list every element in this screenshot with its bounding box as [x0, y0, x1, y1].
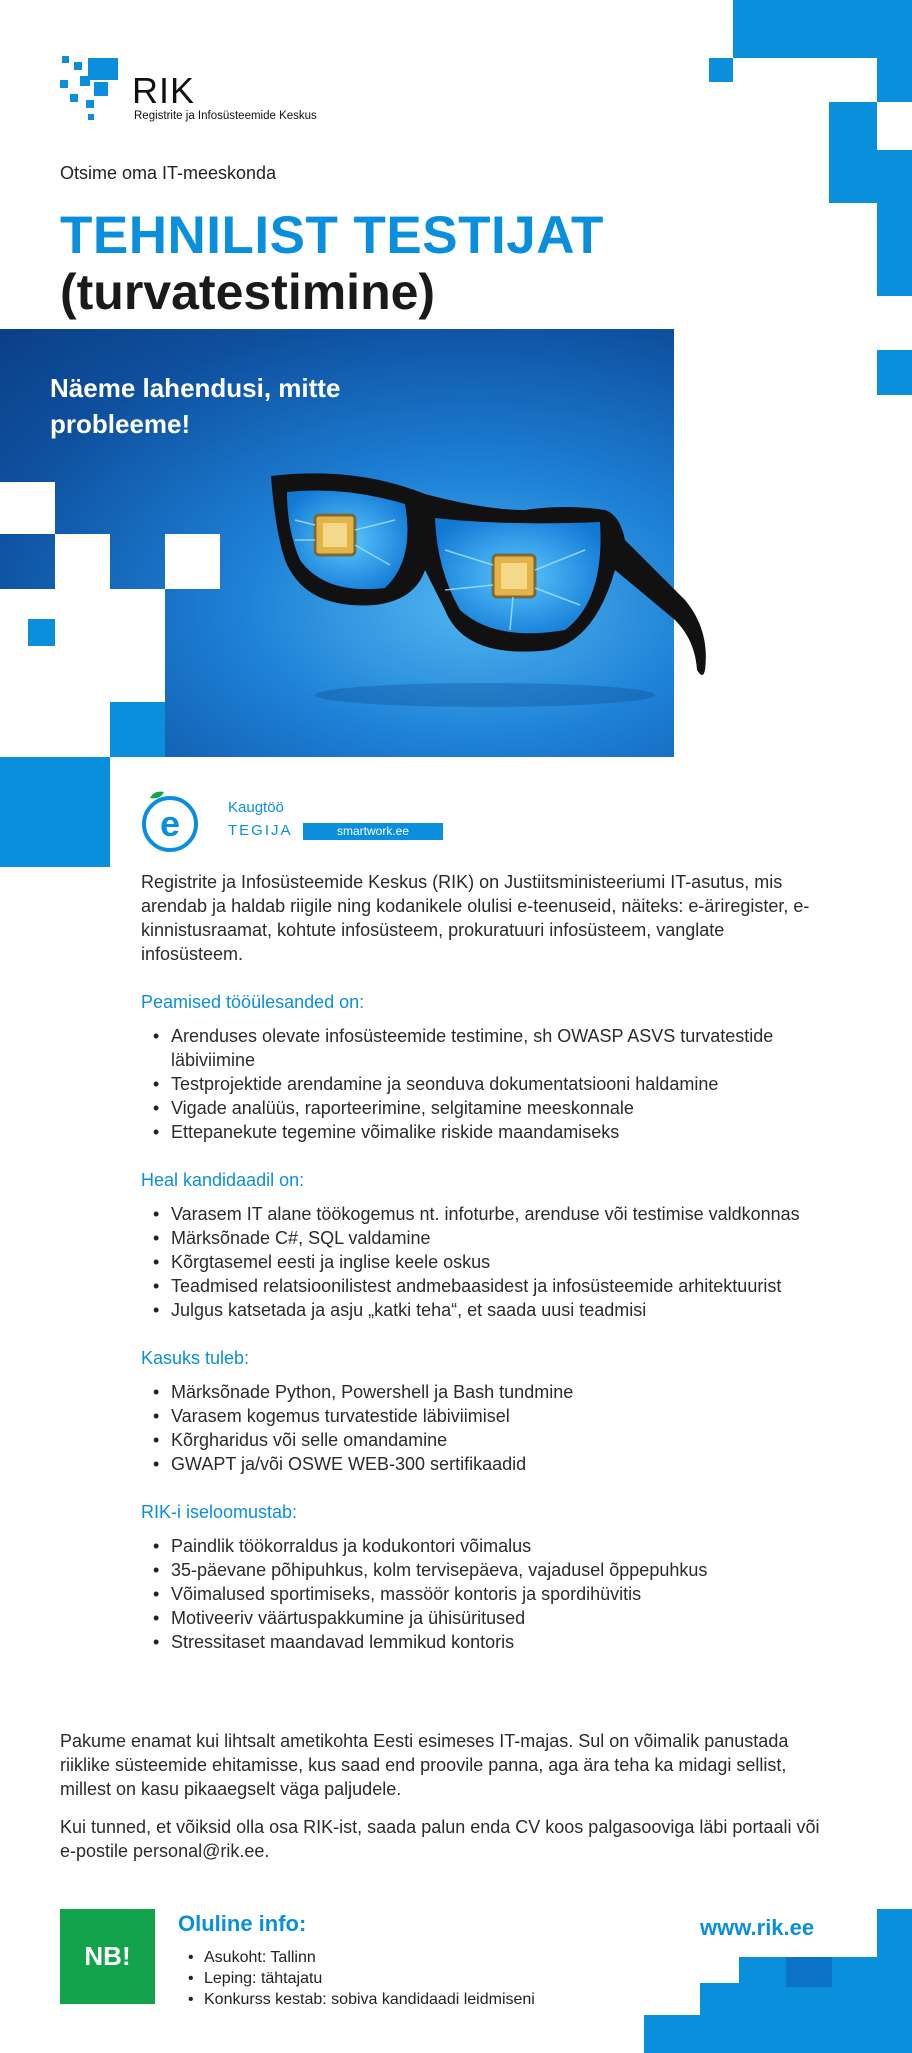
- page-title: TEHNILIST TESTIJAT: [60, 206, 604, 265]
- list-item: • 35-päevane põhipuhkus, kolm tervisepäeva, vajadusel õppepuhkus: [141, 1558, 831, 1582]
- section-heading: Peamised tööülesanded on:: [141, 992, 365, 1012]
- info-title: Oluline info:: [178, 1911, 307, 1936]
- decor-square: [110, 589, 165, 699]
- kicker-text: Otsime oma IT-meeskonda: [60, 163, 277, 183]
- list-item: • GWAPT ja/või OSWE WEB-300 sertifikaadid: [141, 1452, 831, 1476]
- decor-square: [877, 350, 912, 395]
- logo-name: RIK: [132, 70, 196, 111]
- list-item: • Julgus katsetada ja asju „katki teha“, et saada uusi teadmisi: [141, 1298, 831, 1322]
- decor-square: [733, 0, 912, 58]
- duties-list: [141, 1024, 831, 1144]
- website-link[interactable]: www.rik.ee: [700, 1915, 815, 1940]
- list-item: • Stressitaset maandavad lemmikud kontoris: [141, 1630, 831, 1654]
- decor-square: [55, 534, 110, 589]
- list-item: • Arenduses olevate infosüsteemide testimine, sh OWASP ASVS turvatestide läbiviimine: [141, 1024, 831, 1072]
- info-item: • Konkurss kestab: sobiva kandidaadi leidmiseni: [178, 1989, 535, 2010]
- decor-square: [165, 534, 220, 589]
- list-item: • Paindlik töökorraldus ja kodukontori võimalus: [141, 1534, 831, 1558]
- list-item: • Testprojektide arendamine ja seonduva dokumentatsiooni haldamine: [141, 1072, 831, 1096]
- section-heading: RIK-i iseloomustab:: [141, 1502, 298, 1522]
- list-item: • Märksõnade C#, SQL valdamine: [141, 1226, 831, 1250]
- benefits-list: [141, 1534, 831, 1654]
- decor-square: [0, 757, 110, 867]
- decor-square: [28, 619, 55, 646]
- list-item: • Märksõnade Python, Powershell ja Bash tundmine: [141, 1380, 831, 1404]
- closing-paragraph: Kui tunned, et võiksid olla osa RIK-ist, saada palun enda CV koos palgasooviga läbi portaali või e-postile personal@rik.ee.: [60, 1817, 820, 1861]
- decor-square: [709, 58, 733, 82]
- ekaugtoo-logo-icon: [134, 788, 230, 854]
- decor-square: [829, 102, 877, 150]
- list-item: • Kõrgharidus või selle omandamine: [141, 1428, 831, 1452]
- page-subtitle: (turvatestimine): [60, 264, 436, 320]
- info-list: [178, 1947, 535, 2010]
- info-item: • Leping: tähtajatu: [178, 1968, 535, 1989]
- list-item: • Varasem kogemus turvatestide läbiviimisel: [141, 1404, 831, 1428]
- decor-square: [877, 1909, 912, 1957]
- remote-badge-line2: TEGIJA: [228, 822, 293, 839]
- hero-slogan: Näeme lahendusi, mitte probleeme!: [50, 373, 341, 439]
- decor-square: [829, 150, 912, 203]
- section-heading: Heal kandidaadil on:: [141, 1170, 305, 1190]
- remote-badge-line1: Kaugtöö: [228, 799, 284, 816]
- job-description: [141, 870, 831, 1654]
- rik-logo-icon: [60, 56, 124, 120]
- advantages-list: [141, 1380, 831, 1476]
- decor-square: [877, 58, 912, 102]
- decor-square: [0, 482, 55, 534]
- decor-square: [877, 203, 912, 296]
- closing-paragraph: Pakume enamat kui lihtsalt ametikohta Eesti esimeses IT-majas. Sul on võimalik panustada riiklike süsteemide ehitamisse, kus saad end proovile panna, aga ära teha ka midagi sellist, millest on kasu pikaaegselt väga paljudele.: [60, 1731, 789, 1799]
- section-heading: Kasuks tuleb:: [141, 1348, 250, 1368]
- decor-square: [644, 2015, 912, 2053]
- nb-badge: NB!: [60, 1909, 155, 2004]
- list-item: • Ettepanekute tegemine võimalike riskide maandamiseks: [141, 1120, 831, 1144]
- intro-paragraph: Registrite ja Infosüsteemide Keskus (RIK) on Justiitsministeeriumi IT-asutus, mis arendab ja haldab riigile ning kodanikele olulisi e-teenuseid, näiteks: e-äriregister, e-kinnistusraamat, kohtute infosüsteem, prokuratuuri infosüsteem, vanglate infosüsteem.: [141, 872, 810, 964]
- svg-text:e: e: [159, 803, 181, 844]
- list-item: • Võimalused sportimiseks, massöör kontoris ja spordihüvitis: [141, 1582, 831, 1606]
- list-item: • Motiveeriv väärtuspakkumine ja ühisüritused: [141, 1606, 831, 1630]
- list-item: • Vigade analüüs, raporteerimine, selgitamine meeskonnale: [141, 1096, 831, 1120]
- decor-square: [786, 1957, 832, 1987]
- list-item: • Varasem IT alane töökogemus nt. infoturbe, arenduse või testimise valdkonnas: [141, 1202, 831, 1226]
- logo-subtitle: Registrite ja Infosüsteemide Keskus: [134, 110, 317, 122]
- decor-square: [700, 1983, 739, 2015]
- glasses-illustration: [265, 470, 715, 710]
- list-item: • Kõrgtasemel eesti ja inglise keele oskus: [141, 1250, 831, 1274]
- decor-square: [110, 702, 165, 757]
- smartwork-link[interactable]: smartwork.ee: [303, 823, 443, 840]
- closing-text: [60, 1729, 820, 1877]
- requirements-list: [141, 1202, 831, 1322]
- list-item: • Teadmised relatsioonilistest andmebaasidest ja infosüsteemide arhitektuurist: [141, 1274, 831, 1298]
- info-item: • Asukoht: Tallinn: [178, 1947, 535, 1968]
